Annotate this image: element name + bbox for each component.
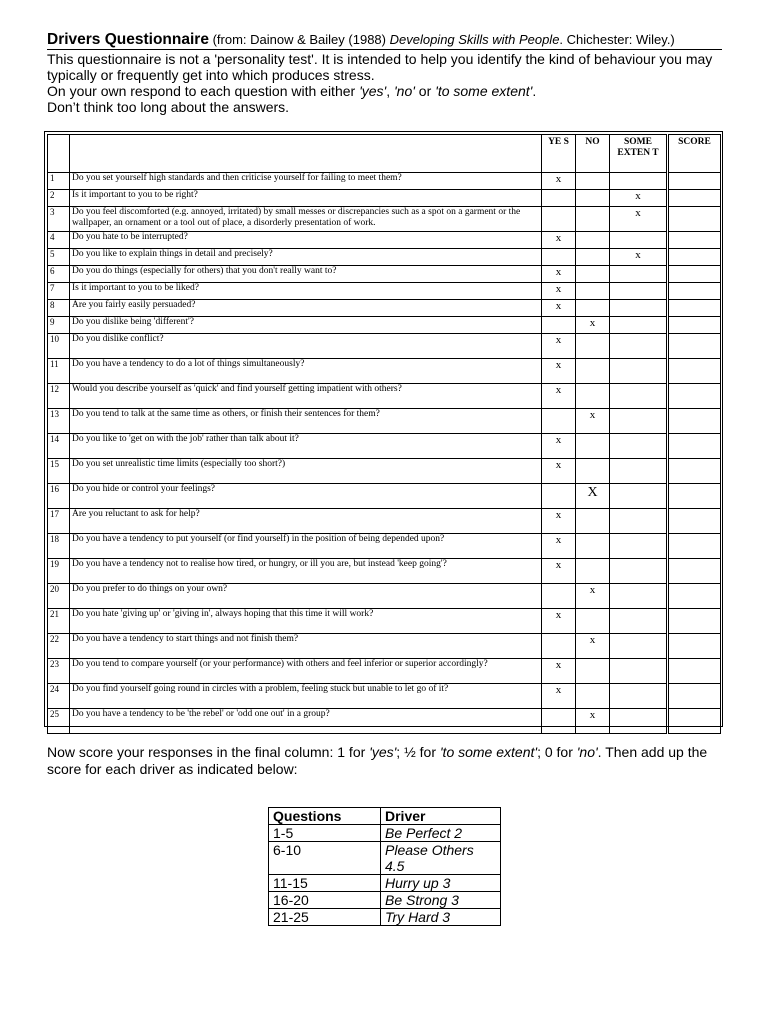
answer-no: X	[576, 484, 610, 509]
score-cell	[668, 684, 721, 709]
scoring-no: 'no'	[576, 744, 598, 760]
question-row	[48, 534, 721, 559]
answer-yes: x	[542, 300, 576, 317]
header-number	[48, 135, 70, 173]
answer-some-extent: x	[610, 249, 668, 266]
answer-no	[576, 384, 610, 409]
driver-name: Please Others 4.5	[381, 842, 501, 875]
answer-some-extent	[610, 459, 668, 484]
question-row	[48, 459, 721, 484]
score-cell	[668, 534, 721, 559]
question-text: Would you describe yourself as 'quick' and find yourself getting impatient with others?	[70, 384, 542, 409]
answer-no	[576, 459, 610, 484]
question-row	[48, 317, 721, 334]
driver-row	[269, 842, 501, 875]
score-cell	[668, 317, 721, 334]
answer-no	[576, 207, 610, 232]
question-row	[48, 384, 721, 409]
answer-some-extent	[610, 484, 668, 509]
answer-yes: x	[542, 283, 576, 300]
source-suffix: . Chichester: Wiley.)	[559, 32, 675, 47]
driver-row	[269, 825, 501, 842]
answer-yes: x	[542, 534, 576, 559]
question-row	[48, 283, 721, 300]
score-cell	[668, 709, 721, 734]
answer-no	[576, 300, 610, 317]
question-text: Do you like to explain things in detail and precisely?	[70, 249, 542, 266]
answer-no: x	[576, 634, 610, 659]
question-text: Do you dislike being 'different'?	[70, 317, 542, 334]
answer-yes: x	[542, 509, 576, 534]
answer-some-extent	[610, 709, 668, 734]
header-score: SCORE	[668, 135, 721, 173]
question-row	[48, 509, 721, 534]
answer-some-extent	[610, 317, 668, 334]
score-cell	[668, 659, 721, 684]
option-yes: 'yes'	[359, 83, 387, 99]
score-cell	[668, 173, 721, 190]
answer-yes: x	[542, 359, 576, 384]
question-row	[48, 359, 721, 384]
document-title-line	[47, 31, 722, 50]
driver-question-range: 16-20	[269, 892, 381, 909]
question-text: Do you find yourself going round in circles with a problem, feeling stuck but unable to let go of it?	[70, 684, 542, 709]
questionnaire-frame	[44, 131, 723, 727]
question-row	[48, 559, 721, 584]
answer-yes	[542, 584, 576, 609]
driver-row	[269, 875, 501, 892]
answer-yes	[542, 634, 576, 659]
answer-some-extent	[610, 434, 668, 459]
answer-yes	[542, 249, 576, 266]
question-row	[48, 434, 721, 459]
question-number: 24	[48, 684, 70, 709]
question-number: 25	[48, 709, 70, 734]
question-row	[48, 249, 721, 266]
question-number: 17	[48, 509, 70, 534]
score-cell	[668, 232, 721, 249]
answer-yes: x	[542, 384, 576, 409]
answer-some-extent	[610, 559, 668, 584]
score-cell	[668, 634, 721, 659]
question-text: Is it important to you to be liked?	[70, 283, 542, 300]
scoring-suffix: . Then add up the score for each driver as indicated below:	[47, 744, 708, 777]
driver-name: Be Perfect 2	[381, 825, 501, 842]
question-text: Do you hate to be interrupted?	[70, 232, 542, 249]
question-text: Do you have a tendency to put yourself (or find yourself) in the position of being depended upon?	[70, 534, 542, 559]
question-number: 14	[48, 434, 70, 459]
answer-some-extent	[610, 634, 668, 659]
question-number: 6	[48, 266, 70, 283]
drivers-header-driver: Driver	[381, 808, 501, 825]
answer-some-extent	[610, 409, 668, 434]
question-number: 4	[48, 232, 70, 249]
question-row	[48, 709, 721, 734]
score-cell	[668, 249, 721, 266]
answer-no	[576, 266, 610, 283]
answer-some-extent	[610, 384, 668, 409]
answer-no	[576, 434, 610, 459]
driver-name: Be Strong 3	[381, 892, 501, 909]
question-row	[48, 232, 721, 249]
answer-some-extent	[610, 173, 668, 190]
score-cell	[668, 584, 721, 609]
score-cell	[668, 334, 721, 359]
question-row	[48, 584, 721, 609]
question-number: 2	[48, 190, 70, 207]
question-text: Do you like to 'get on with the job' rather than talk about it?	[70, 434, 542, 459]
answer-no	[576, 659, 610, 684]
answer-yes	[542, 190, 576, 207]
answer-some-extent	[610, 534, 668, 559]
answer-some-extent	[610, 684, 668, 709]
intro-line-2-suffix: .	[532, 83, 537, 99]
answer-some-extent	[610, 232, 668, 249]
answer-some-extent	[610, 334, 668, 359]
driver-name: Hurry up 3	[381, 875, 501, 892]
header-no: NO	[576, 135, 610, 173]
answer-yes: x	[542, 334, 576, 359]
question-row	[48, 173, 721, 190]
answer-no	[576, 609, 610, 634]
answer-some-extent	[610, 283, 668, 300]
answer-some-extent: x	[610, 207, 668, 232]
question-number: 5	[48, 249, 70, 266]
drivers-table	[268, 807, 501, 926]
question-number: 12	[48, 384, 70, 409]
answer-some-extent	[610, 584, 668, 609]
answer-yes	[542, 484, 576, 509]
option-some-extent: 'to some extent'	[435, 83, 533, 99]
question-number: 1	[48, 173, 70, 190]
question-number: 22	[48, 634, 70, 659]
answer-yes: x	[542, 232, 576, 249]
score-cell	[668, 484, 721, 509]
driver-question-range: 21-25	[269, 909, 381, 926]
answer-yes: x	[542, 659, 576, 684]
answer-some-extent	[610, 300, 668, 317]
question-text: Do you have a tendency to do a lot of things simultaneously?	[70, 359, 542, 384]
question-number: 16	[48, 484, 70, 509]
driver-name: Try Hard 3	[381, 909, 501, 926]
question-number: 13	[48, 409, 70, 434]
score-cell	[668, 359, 721, 384]
question-row	[48, 609, 721, 634]
answer-yes: x	[542, 266, 576, 283]
drivers-header-questions: Questions	[269, 808, 381, 825]
intro-line-2-prefix: On your own respond to each question with either	[47, 83, 360, 99]
question-text: Do you do things (especially for others) that you don't really want to?	[70, 266, 542, 283]
intro-sep-2: or	[414, 83, 436, 99]
answer-no	[576, 534, 610, 559]
answer-some-extent	[610, 509, 668, 534]
answer-no	[576, 334, 610, 359]
header-some-extent: SOME EXTEN T	[610, 135, 668, 173]
question-text: Do you set yourself high standards and then criticise yourself for failing to meet them?	[70, 173, 542, 190]
question-row	[48, 409, 721, 434]
answer-no	[576, 232, 610, 249]
driver-question-range: 1-5	[269, 825, 381, 842]
question-number: 20	[48, 584, 70, 609]
answer-yes: x	[542, 459, 576, 484]
question-row	[48, 659, 721, 684]
question-text: Do you hate 'giving up' or 'giving in', always hoping that this time it will work?	[70, 609, 542, 634]
answer-some-extent	[610, 266, 668, 283]
intro-line-3: Don’t think too long about the answers.	[47, 99, 290, 115]
score-cell	[668, 283, 721, 300]
score-cell	[668, 459, 721, 484]
header-yes: YE S	[542, 135, 576, 173]
score-cell	[668, 300, 721, 317]
intro-line-2	[47, 83, 727, 99]
answer-yes: x	[542, 173, 576, 190]
question-row	[48, 634, 721, 659]
question-text: Are you reluctant to ask for help?	[70, 509, 542, 534]
question-number: 21	[48, 609, 70, 634]
driver-question-range: 6-10	[269, 842, 381, 875]
answer-some-extent	[610, 609, 668, 634]
drivers-header-row	[269, 808, 501, 825]
answer-no	[576, 684, 610, 709]
driver-row	[269, 909, 501, 926]
question-text: Do you prefer to do things on your own?	[70, 584, 542, 609]
score-cell	[668, 609, 721, 634]
questionnaire-table	[47, 134, 721, 734]
question-row	[48, 484, 721, 509]
intro-text	[47, 51, 727, 115]
scoring-yes: 'yes'	[369, 744, 397, 760]
answer-some-extent	[610, 659, 668, 684]
score-cell	[668, 409, 721, 434]
source-prefix: (from: Dainow & Bailey (1988)	[212, 32, 386, 47]
source-book: Developing Skills with People	[389, 32, 560, 47]
score-cell	[668, 559, 721, 584]
answer-yes: x	[542, 684, 576, 709]
answer-no	[576, 359, 610, 384]
question-text: Do you have a tendency not to realise how tired, or hungry, or ill you are, but instead 'keep going'?	[70, 559, 542, 584]
question-text: Is it important to you to be right?	[70, 190, 542, 207]
question-number: 18	[48, 534, 70, 559]
score-cell	[668, 384, 721, 409]
question-text: Do you hide or control your feelings?	[70, 484, 542, 509]
question-text: Do you have a tendency to start things and not finish them?	[70, 634, 542, 659]
questionnaire-header-row	[48, 135, 721, 173]
answer-no	[576, 283, 610, 300]
answer-no: x	[576, 317, 610, 334]
question-number: 7	[48, 283, 70, 300]
answer-yes	[542, 409, 576, 434]
answer-no: x	[576, 584, 610, 609]
answer-yes: x	[542, 559, 576, 584]
answer-no	[576, 559, 610, 584]
question-number: 9	[48, 317, 70, 334]
header-question	[70, 135, 542, 173]
question-text: Do you dislike conflict?	[70, 334, 542, 359]
question-row	[48, 207, 721, 232]
answer-yes: x	[542, 434, 576, 459]
question-row	[48, 300, 721, 317]
question-text: Do you have a tendency to be 'the rebel' or 'odd one out' in a group?	[70, 709, 542, 734]
question-number: 8	[48, 300, 70, 317]
question-number: 19	[48, 559, 70, 584]
scoring-prefix: Now score your responses in the final column: 1 for	[47, 744, 370, 760]
question-text: Are you fairly easily persuaded?	[70, 300, 542, 317]
question-text: Do you tend to talk at the same time as others, or finish their sentences for them?	[70, 409, 542, 434]
scoring-some-extent: 'to some extent'	[439, 744, 538, 760]
answer-no	[576, 249, 610, 266]
question-number: 15	[48, 459, 70, 484]
answer-yes: x	[542, 609, 576, 634]
scoring-mid-2: ; 0 for	[537, 744, 577, 760]
question-row	[48, 684, 721, 709]
question-number: 23	[48, 659, 70, 684]
question-number: 10	[48, 334, 70, 359]
driver-question-range: 11-15	[269, 875, 381, 892]
score-cell	[668, 509, 721, 534]
question-number: 11	[48, 359, 70, 384]
question-row	[48, 334, 721, 359]
driver-row	[269, 892, 501, 909]
score-cell	[668, 266, 721, 283]
question-text: Do you set unrealistic time limits (especially too short?)	[70, 459, 542, 484]
scoring-mid-1: ; ½ for	[396, 744, 440, 760]
option-no: 'no'	[394, 83, 415, 99]
answer-yes	[542, 709, 576, 734]
answer-no	[576, 173, 610, 190]
score-cell	[668, 207, 721, 232]
score-cell	[668, 190, 721, 207]
question-number: 3	[48, 207, 70, 232]
answer-no	[576, 190, 610, 207]
scoring-instructions	[47, 744, 737, 778]
document-title: Drivers Questionnaire	[47, 31, 209, 48]
question-row	[48, 266, 721, 283]
score-cell	[668, 434, 721, 459]
answer-some-extent: x	[610, 190, 668, 207]
question-row	[48, 190, 721, 207]
question-text: Do you tend to compare yourself (or your performance) with others and feel inferior or superior accordingly?	[70, 659, 542, 684]
answer-some-extent	[610, 359, 668, 384]
answer-no	[576, 509, 610, 534]
question-text: Do you feel discomforted (e.g. annoyed, irritated) by small messes or discrepancies such as a spot on a garment or the wallpaper, an ornament or a tool out of place, a disorderly presentation of work.	[70, 207, 542, 232]
answer-yes	[542, 317, 576, 334]
answer-yes	[542, 207, 576, 232]
answer-no: x	[576, 709, 610, 734]
answer-no: x	[576, 409, 610, 434]
intro-line-1: This questionnaire is not a 'personality test'. It is intended to help you identify the kind of behaviour you may typically or frequently get into which produces stress.	[47, 51, 713, 83]
intro-sep-1: ,	[386, 83, 394, 99]
